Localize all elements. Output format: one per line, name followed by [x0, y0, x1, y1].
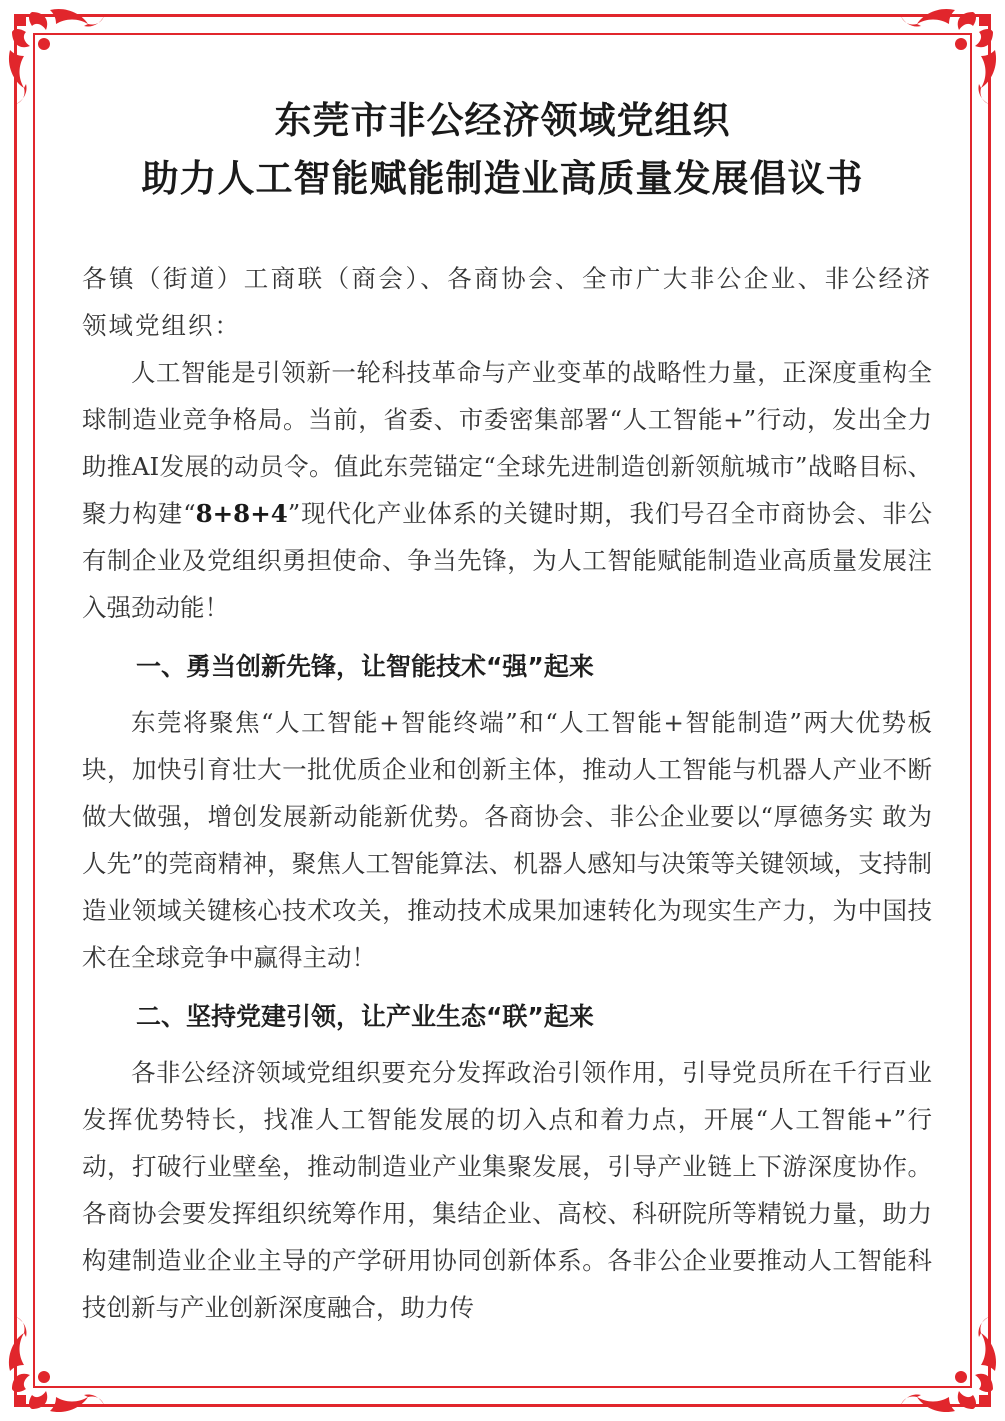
section2-paragraph: 各非公经济领域党组织要充分发挥政治引领作用，引导党员所在千行百业发挥优势特长，找准人工智能发展的切入点和着力点，开展“人工智能+”行动，打破行业壁垒，推动制造业产业集聚发展，引导产业链上下游深度协作。各商协会要发挥组织统筹作用，集结企业、高校、科研院所等精锐力量，助力构建制造业企业主导的产学研用协同创新体系。各非公企业要推动人工智能科技创新与产业创新深度融合，助力传	[82, 1058, 932, 1322]
section2-heading: 二、坚持党建引领，让产业生态“联”起来	[136, 1002, 594, 1031]
intro-bold-figure: 8+8+4	[195, 499, 288, 528]
document-title-line1: 东莞市非公经济领域党组织	[274, 99, 731, 142]
document-title-line2: 助力人工智能赋能制造业高质量发展倡议书	[141, 157, 864, 200]
intro-text-part2: ”现代化产业体系的关键时期，我们号召全市商协会、非公有制企业及党组织勇担使命、争当先锋，为人工智能赋能制造业高质量发展注入强劲动能！	[82, 499, 932, 622]
intro-text-part1: 人工智能是引领新一轮科技革命与产业变革的战略性力量，正深度重构全球制造业竞争格局。当前，省委、市委密集部署“人工智能+”行动，发出全力助推AI发展的动员令。值此东莞锚定“全球先进制造创新领航城市”战略目标、聚力构建“	[82, 358, 932, 528]
document-body	[82, 255, 932, 1331]
section1-paragraph: 东莞将聚焦“人工智能+智能终端”和“人工智能+智能制造”两大优势板块，加快引育壮大一批优质企业和创新主体，推动人工智能与机器人产业不断做大做强，增创发展新动能新优势。各商协会、非公企业要以“厚德务实 敢为人先”的莞商精神，聚焦人工智能算法、机器人感知与决策等关键领域，支持制造业领域关键核心技术攻关，推动技术成果加速转化为现实生产力，为中国技术在全球竞争中赢得主动！	[82, 708, 932, 972]
salutation: 各镇（街道）工商联（商会）、各商协会、全市广大非公企业、非公经济领域党组织：	[82, 264, 932, 340]
intro-paragraph	[82, 349, 932, 631]
section1-heading: 一、勇当创新先锋，让智能技术“强”起来	[136, 652, 594, 681]
